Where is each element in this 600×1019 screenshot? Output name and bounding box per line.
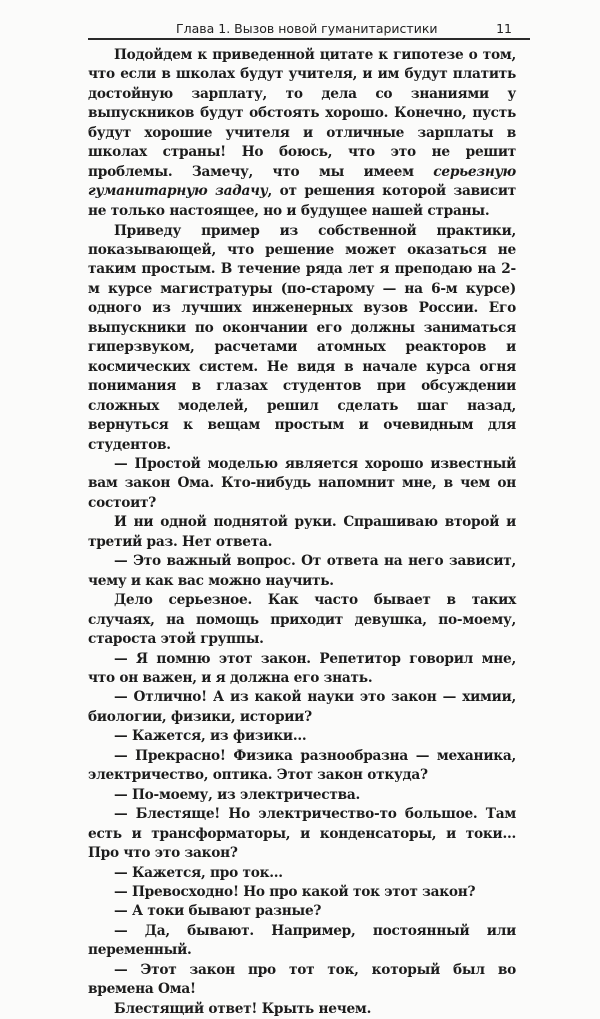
- dialogue-line: — Блестяще! Но электричество-то большое. Там есть и трансформаторы, и конденсаторы, и токи... Про что это закон?: [88, 806, 516, 862]
- dialogue-line: — Этот закон про тот ток, который был во времена Ома!: [88, 961, 516, 998]
- dialogue-line: — Кажется, из физики...: [114, 728, 307, 745]
- paragraph: И ни одной поднятой руки. Спрашиваю второй и третий раз. Нет ответа.: [88, 514, 516, 550]
- dialogue-line: — Превосходно! Но про какой ток этот закон?: [114, 883, 476, 900]
- body-text: [88, 46, 516, 1019]
- dialogue-line: — Отлично! А из какой науки это закон — химии, биологии, физики, истории?: [88, 689, 516, 725]
- paragraph-text: , от решения которой зависит не только настоящее, но и будущее нашей страны.: [88, 183, 516, 219]
- dialogue-line: — По-моему, из электричества.: [114, 786, 360, 803]
- dialogue-line: — Да, бывают. Например, постоянный или переменный.: [88, 922, 516, 959]
- running-header: [88, 14, 512, 36]
- dialogue-line: — Простой моделью является хорошо известный вам закон Ома. Кто-нибудь напомнит мне, в чем он состоит?: [88, 456, 516, 511]
- page-number: 11: [496, 21, 512, 36]
- paragraph: [88, 46, 516, 221]
- paragraph: Блестящий ответ! Крыть нечем.: [114, 1000, 372, 1017]
- dialogue-line: — Прекрасно! Физика разнообразна — механика, электричество, оптика. Этот закон откуда?: [88, 747, 516, 784]
- dialogue-line: — Кажется, про ток...: [114, 864, 283, 881]
- paragraph-text: Подойдем к приведенной цитате к гипотезе о том, что если в школах будут учителя, и им будут платить достойную зарплату, то дела со знаниями у выпускников будут обстоять хорошо. Конечно, пусть будут хорошие учителя и отличные зарплаты в школах страны! Но боюсь, что это не решит проблемы. Замечу, что мы имеем: [88, 47, 516, 180]
- paragraph: Дело серьезное. Как часто бывает в таких случаях, на помощь приходит девушка, по-моему, староста этой группы.: [88, 592, 516, 648]
- dialogue-line: — А токи бывают разные?: [114, 903, 322, 920]
- dialogue-line: — Я помню этот закон. Репетитор говорил мне, что он важен, и я должна его знать.: [88, 650, 516, 686]
- chapter-title: Глава 1. Вызов новой гуманитаристики: [176, 21, 438, 36]
- header-rule: [88, 38, 530, 40]
- dialogue-line: — Это важный вопрос. От ответа на него зависит, чему и как вас можно научить.: [88, 553, 516, 589]
- emphasized-phrase: серьезную гуманитарную задачу: [88, 163, 516, 200]
- paragraph: Приведу пример из собственной практики, показывающей, что решение может оказаться не таким простым. В течение ряда лет я преподаю на 2-м курсе магистратуры (по-старому — на 6-м курсе) одного из лучших инженерных вузов России. Его выпускники по окончании его должны заниматься гиперзвуком, расчетами атомных реакторов и космических систем. Не видя в начале курса огня понимания в глазах студентов при обсуждении сложных моделей, решил сделать шаг назад, вернуться к вещам простым и очевидным для студентов.: [88, 222, 516, 453]
